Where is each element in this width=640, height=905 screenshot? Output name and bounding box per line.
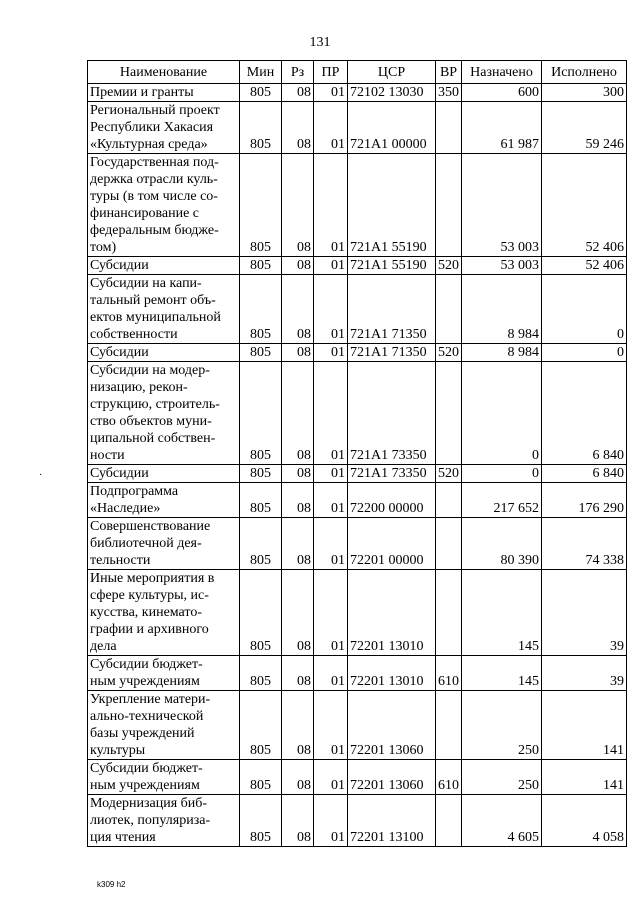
row-vr-cell [436, 518, 462, 570]
row-rz-cell: 08 [282, 344, 314, 362]
row-name-cell: Государственная под- держка отрасли куль- туры (в том числе со- финансирование с федеральным бюдже- том) [88, 154, 240, 257]
row-vr-cell: 610 [436, 760, 462, 795]
row-csr-cell: 72201 00000 [348, 518, 436, 570]
row-min-cell: 805 [240, 344, 282, 362]
row-min-cell: 805 [240, 275, 282, 344]
row-name-cell: Субсидии [88, 257, 240, 275]
row-name-cell: Субсидии бюджет- ным учреждениям [88, 656, 240, 691]
row-name-cell: Субсидии [88, 344, 240, 362]
row-assigned-cell: 53 003 [462, 154, 542, 257]
row-csr-cell: 721А1 00000 [348, 102, 436, 154]
row-min-cell: 805 [240, 570, 282, 656]
row-executed-cell: 39 [542, 570, 627, 656]
table-row [88, 84, 627, 102]
table-row [88, 154, 627, 257]
row-name-cell: Премии и гранты [88, 84, 240, 102]
row-name-cell: Модернизация биб- лиотек, популяриза- ция чтения [88, 795, 240, 847]
row-min-cell: 805 [240, 656, 282, 691]
row-pr-cell: 01 [314, 795, 348, 847]
row-assigned-cell: 8 984 [462, 275, 542, 344]
row-rz-cell: 08 [282, 570, 314, 656]
row-name-cell: Подпрограмма «Наследие» [88, 483, 240, 518]
row-executed-cell: 59 246 [542, 102, 627, 154]
col-header-executed: Исполнено [542, 61, 627, 84]
row-executed-cell: 39 [542, 656, 627, 691]
row-vr-cell: 350 [436, 84, 462, 102]
row-rz-cell: 08 [282, 483, 314, 518]
table-row [88, 257, 627, 275]
row-rz-cell: 08 [282, 257, 314, 275]
row-csr-cell: 721А1 73350 [348, 465, 436, 483]
col-header-min: Мин [240, 61, 282, 84]
row-vr-cell [436, 362, 462, 465]
row-min-cell: 805 [240, 84, 282, 102]
row-executed-cell: 6 840 [542, 362, 627, 465]
page-number: 131 [309, 35, 331, 50]
row-executed-cell: 0 [542, 275, 627, 344]
row-csr-cell: 721А1 73350 [348, 362, 436, 465]
row-name-cell: Субсидии на капи- тальный ремонт объ- ектов муниципальной собственности [88, 275, 240, 344]
table-row [88, 760, 627, 795]
row-assigned-cell: 53 003 [462, 257, 542, 275]
row-vr-cell: 610 [436, 656, 462, 691]
row-executed-cell: 74 338 [542, 518, 627, 570]
row-csr-cell: 72201 13010 [348, 570, 436, 656]
row-vr-cell [436, 691, 462, 760]
table-row [88, 362, 627, 465]
row-rz-cell: 08 [282, 102, 314, 154]
row-name-cell: Совершенствование библиотечной дея- тельности [88, 518, 240, 570]
row-rz-cell: 08 [282, 518, 314, 570]
row-rz-cell: 08 [282, 275, 314, 344]
row-min-cell: 805 [240, 518, 282, 570]
row-assigned-cell: 0 [462, 362, 542, 465]
col-header-name: Наименование [88, 61, 240, 84]
row-name-cell: Иные мероприятия в сфере культуры, ис- кусства, кинемато- графии и архивного дела [88, 570, 240, 656]
row-min-cell: 805 [240, 154, 282, 257]
row-rz-cell: 08 [282, 362, 314, 465]
table-row [88, 570, 627, 656]
col-header-csr: ЦСР [348, 61, 436, 84]
row-csr-cell: 72201 13100 [348, 795, 436, 847]
row-rz-cell: 08 [282, 760, 314, 795]
row-pr-cell: 01 [314, 344, 348, 362]
row-executed-cell: 52 406 [542, 154, 627, 257]
row-csr-cell: 72201 13010 [348, 656, 436, 691]
col-header-assigned: Назначено [462, 61, 542, 84]
row-assigned-cell: 61 987 [462, 102, 542, 154]
row-rz-cell: 08 [282, 154, 314, 257]
col-header-rz: Рз [282, 61, 314, 84]
row-pr-cell: 01 [314, 257, 348, 275]
row-assigned-cell: 80 390 [462, 518, 542, 570]
row-min-cell: 805 [240, 257, 282, 275]
row-pr-cell: 01 [314, 465, 348, 483]
row-min-cell: 805 [240, 483, 282, 518]
row-assigned-cell: 0 [462, 465, 542, 483]
row-pr-cell: 01 [314, 275, 348, 344]
row-csr-cell: 72201 13060 [348, 691, 436, 760]
row-rz-cell: 08 [282, 465, 314, 483]
row-assigned-cell: 145 [462, 570, 542, 656]
table-row [88, 518, 627, 570]
row-csr-cell: 72200 00000 [348, 483, 436, 518]
table-header-row [88, 61, 627, 84]
row-assigned-cell: 600 [462, 84, 542, 102]
margin-mark: · [39, 470, 43, 481]
table-row [88, 691, 627, 760]
row-pr-cell: 01 [314, 362, 348, 465]
budget-table [87, 60, 627, 847]
row-name-cell: Субсидии бюджет- ным учреждениям [88, 760, 240, 795]
row-name-cell: Субсидии [88, 465, 240, 483]
row-executed-cell: 141 [542, 760, 627, 795]
row-executed-cell: 52 406 [542, 257, 627, 275]
row-pr-cell: 01 [314, 760, 348, 795]
row-executed-cell: 176 290 [542, 483, 627, 518]
row-vr-cell [436, 483, 462, 518]
row-name-cell: Субсидии на модер- низацию, рекон- струкцию, строитель- ство объектов муни- ципальной собствен- ности [88, 362, 240, 465]
row-csr-cell: 72201 13060 [348, 760, 436, 795]
row-executed-cell: 0 [542, 344, 627, 362]
row-pr-cell: 01 [314, 102, 348, 154]
row-assigned-cell: 4 605 [462, 795, 542, 847]
row-executed-cell: 4 058 [542, 795, 627, 847]
row-pr-cell: 01 [314, 154, 348, 257]
row-vr-cell [436, 275, 462, 344]
col-header-pr: ПР [314, 61, 348, 84]
row-assigned-cell: 145 [462, 656, 542, 691]
table-row [88, 102, 627, 154]
row-min-cell: 805 [240, 760, 282, 795]
row-name-cell: Региональный проект Республики Хакасия «Культурная среда» [88, 102, 240, 154]
row-vr-cell [436, 102, 462, 154]
table-row [88, 795, 627, 847]
row-executed-cell: 300 [542, 84, 627, 102]
row-rz-cell: 08 [282, 691, 314, 760]
row-pr-cell: 01 [314, 570, 348, 656]
row-vr-cell: 520 [436, 465, 462, 483]
row-pr-cell: 01 [314, 656, 348, 691]
row-min-cell: 805 [240, 795, 282, 847]
row-csr-cell: 721А1 71350 [348, 275, 436, 344]
row-vr-cell [436, 154, 462, 257]
row-pr-cell: 01 [314, 84, 348, 102]
row-vr-cell: 520 [436, 344, 462, 362]
footer-code: k309 h2 [97, 880, 126, 889]
row-vr-cell [436, 570, 462, 656]
row-vr-cell: 520 [436, 257, 462, 275]
table-row [88, 483, 627, 518]
row-csr-cell: 721А1 55190 [348, 257, 436, 275]
row-pr-cell: 01 [314, 518, 348, 570]
row-csr-cell: 721А1 55190 [348, 154, 436, 257]
table-row [88, 275, 627, 344]
row-csr-cell: 72102 13030 [348, 84, 436, 102]
row-rz-cell: 08 [282, 795, 314, 847]
row-name-cell: Укрепление матери- ально-технической базы учреждений культуры [88, 691, 240, 760]
row-min-cell: 805 [240, 465, 282, 483]
row-pr-cell: 01 [314, 691, 348, 760]
row-min-cell: 805 [240, 362, 282, 465]
row-csr-cell: 721А1 71350 [348, 344, 436, 362]
row-assigned-cell: 8 984 [462, 344, 542, 362]
row-assigned-cell: 250 [462, 691, 542, 760]
table-row [88, 465, 627, 483]
row-assigned-cell: 217 652 [462, 483, 542, 518]
row-min-cell: 805 [240, 691, 282, 760]
col-header-vr: ВР [436, 61, 462, 84]
table-row [88, 344, 627, 362]
row-min-cell: 805 [240, 102, 282, 154]
row-pr-cell: 01 [314, 483, 348, 518]
table-row [88, 656, 627, 691]
row-rz-cell: 08 [282, 656, 314, 691]
row-executed-cell: 141 [542, 691, 627, 760]
row-rz-cell: 08 [282, 84, 314, 102]
row-executed-cell: 6 840 [542, 465, 627, 483]
row-vr-cell [436, 795, 462, 847]
row-assigned-cell: 250 [462, 760, 542, 795]
